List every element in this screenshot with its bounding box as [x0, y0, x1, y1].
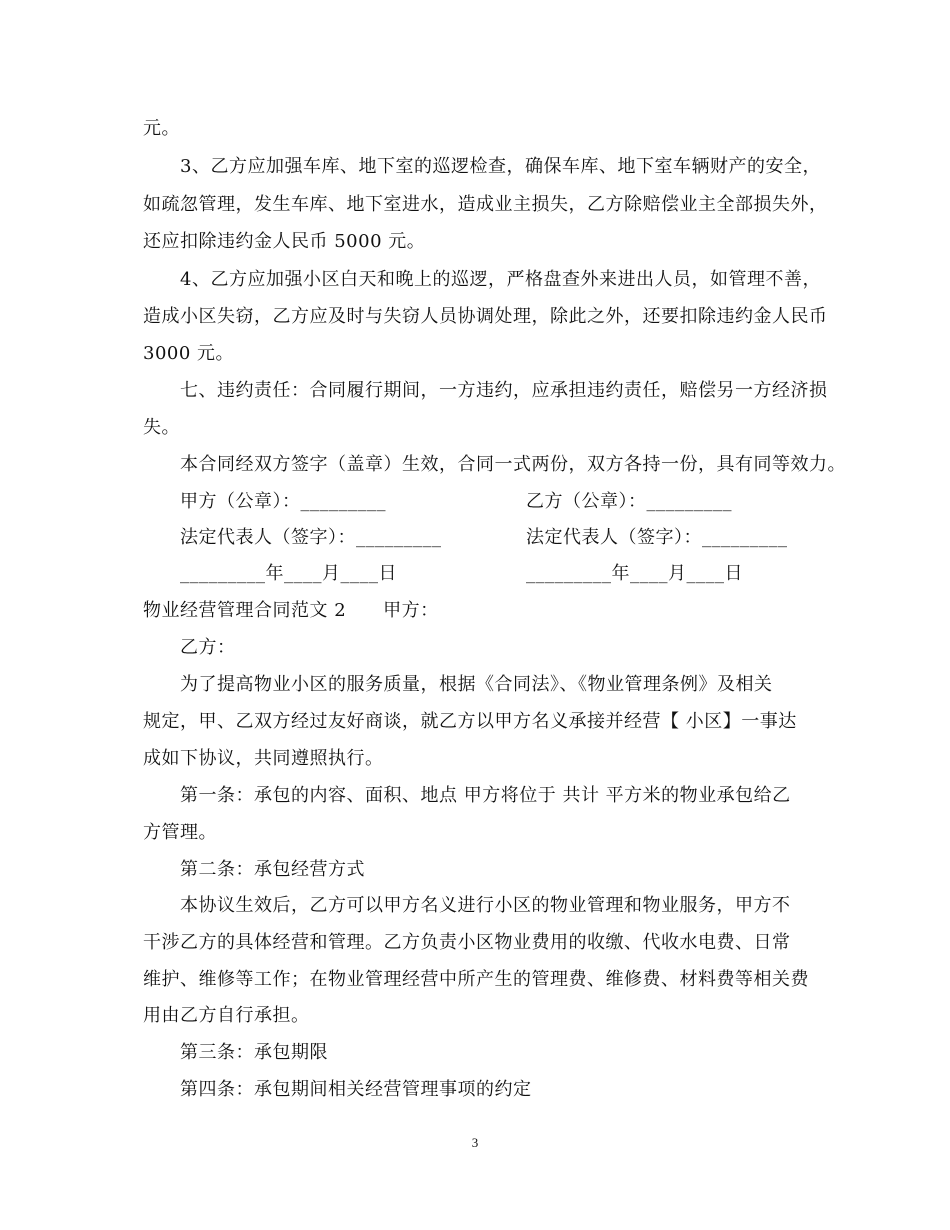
text-line: 4、乙方应加强小区白天和晚上的巡逻，严格盘查外来进出人员，如管理不善， [180, 269, 821, 290]
text-line: 本协议生效后，乙方可以甲方名义进行小区的物业管理和物业服务，甲方不 [180, 895, 791, 916]
text-line: 用由乙方自行承担。 [143, 1005, 310, 1026]
page-number: 3 [471, 1135, 479, 1150]
text-line: 乙方： [180, 637, 236, 658]
text-line: 本合同经双方签字（盖章）生效，合同一式两份，双方各持一份，具有同等效力。 [180, 454, 846, 475]
text-line: 还应扣除违约金人民币 5000 元。 [143, 231, 426, 252]
party-a-seal: 甲方（公章）：_________ [180, 491, 386, 512]
text-line: 元。 [143, 118, 180, 139]
text-line: 干涉乙方的具体经营和管理。乙方负责小区物业费用的收缴、代收水电费、日常 [143, 932, 791, 953]
clause-heading: 第四条：承包期间相关经营管理事项的约定 [180, 1079, 532, 1100]
party-b-date: _________年____月____日 [526, 563, 743, 584]
clause-heading: 第二条：承包经营方式 [180, 859, 365, 880]
text-line: 规定，甲、乙双方经过友好商谈，就乙方以甲方名义承接并经营【 小区】一事达 [143, 711, 797, 732]
party-a-date: _________年____月____日 [180, 563, 397, 584]
text-line: 成如下协议，共同遵照执行。 [143, 748, 384, 769]
party-a-representative: 法定代表人（签字）：_________ [180, 527, 442, 548]
section-title: 物业经营管理合同范文 2 甲方： [143, 600, 439, 621]
text-line: 造成小区失窃，乙方应及时与失窃人员协调处理，除此之外，还要扣除违约金人民币 [143, 306, 828, 327]
text-line: 如疏忽管理，发生车库、地下室进水，造成业主损失，乙方除赔偿业主全部损失外， [143, 194, 828, 215]
text-line: 维护、维修等工作；在物业管理经营中所产生的管理费、维修费、材料费等相关费 [143, 969, 809, 990]
text-line: 七、违约责任：合同履行期间，一方违约，应承担违约责任，赔偿另一方经济损 [180, 380, 828, 401]
text-line: 为了提高物业小区的服务质量，根据《合同法》、《物业管理条例》及相关 [180, 674, 773, 695]
text-line: 3、乙方应加强车库、地下室的巡逻检查，确保车库、地下室车辆财产的安全， [180, 156, 821, 177]
party-b-seal: 乙方（公章）：_________ [526, 491, 732, 512]
clause-heading: 第三条：承包期限 [180, 1042, 328, 1063]
text-line: 方管理。 [143, 822, 217, 843]
clause-heading: 第一条：承包的内容、面积、地点 甲方将位于 共计 平方米的物业承包给乙 [180, 785, 791, 806]
text-line: 失。 [143, 417, 180, 438]
party-b-representative: 法定代表人（签字）：_________ [526, 527, 788, 548]
text-line: 3000 元。 [143, 343, 235, 364]
